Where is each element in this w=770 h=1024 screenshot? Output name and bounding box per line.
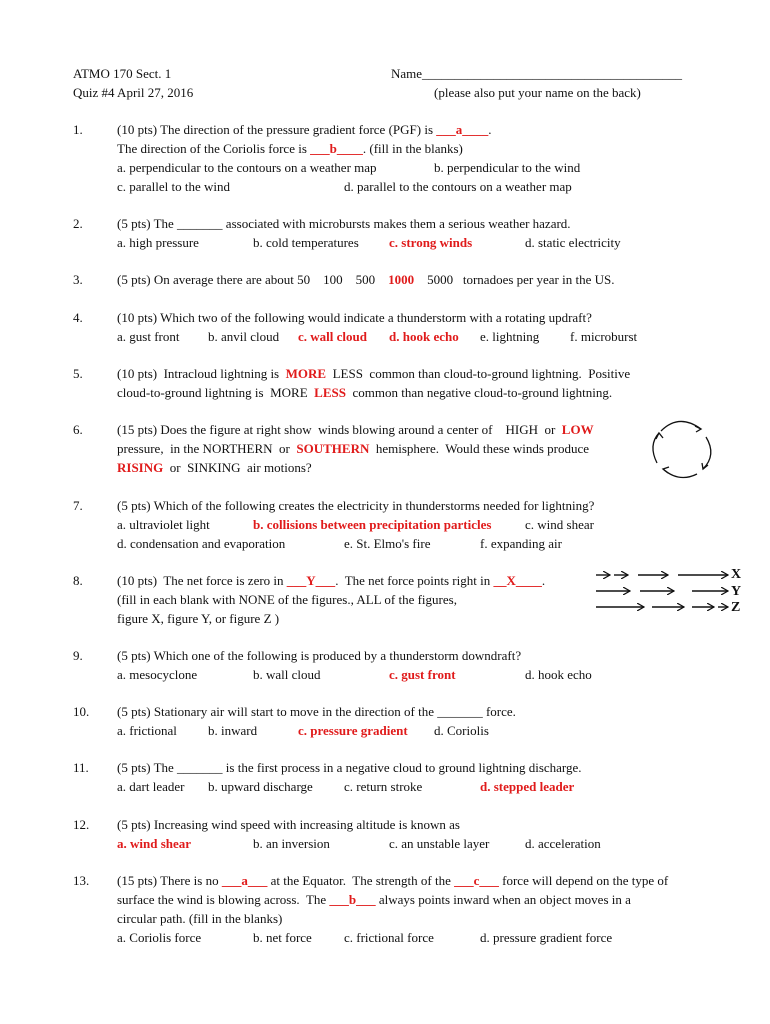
q3-text-a: (5 pts) On average there are about 50 100 500: [117, 272, 389, 287]
q5-line-1: [117, 366, 630, 382]
q7-option-b: b. collisions between precipitation particles: [253, 517, 492, 532]
circulation-figure: [651, 417, 713, 479]
q7-option-a: a. ultraviolet light: [117, 517, 210, 532]
q5-text-f: common than negative cloud-to-ground lightning.: [345, 385, 613, 400]
q11-option-c: c. return stroke: [344, 779, 423, 794]
q5-text-a: (10 pts) Intracloud lightning is: [117, 366, 286, 381]
q3-text: [117, 272, 614, 288]
q5-text-c: LESS common than cloud-to-ground lightning. Positive: [326, 366, 631, 381]
question-number-7: 7.: [73, 498, 83, 513]
q5-answer-1: MORE: [285, 366, 327, 381]
q1-text-c: .: [488, 122, 492, 137]
q1-option-b: b. perpendicular to the wind: [434, 160, 581, 175]
question-number-12: 12.: [73, 817, 90, 832]
q13-line-1: [117, 873, 668, 889]
q4-option-e: e. lightning: [480, 329, 540, 344]
figure-label-x: X: [731, 567, 742, 582]
q1-text-f: . (fill in the blanks): [362, 141, 463, 156]
q6-answer-3: RISING: [117, 460, 164, 475]
q11-option-a: a. dart leader: [117, 779, 185, 794]
q1-answer-1: ___a____: [436, 122, 489, 137]
q1-text-a: (10 pts) The direction of the pressure gradient force (PGF) is: [117, 122, 437, 137]
force-arrows-figure: [594, 567, 744, 615]
q2-option-c: c. strong winds: [389, 235, 473, 250]
arrowhead-top-icon: [695, 426, 701, 432]
name-field-label: Name________________________________________: [391, 66, 683, 81]
q13-option-c: c. frictional force: [344, 930, 434, 945]
q13-text-h: always points inward when an object moves in a: [375, 892, 631, 907]
q13-option-d: d. pressure gradient force: [480, 930, 613, 945]
q4-option-a: a. gust front: [117, 329, 180, 344]
question-number-9: 9.: [73, 648, 83, 663]
q12-option-c: c. an unstable layer: [389, 836, 490, 851]
q3-answer: 1000: [388, 272, 415, 287]
q11-option-b: b. upward discharge: [208, 779, 313, 794]
q6-line-2: [117, 441, 589, 457]
q7-option-d: d. condensation and evaporation: [117, 536, 286, 551]
q10-option-d: d. Coriolis: [434, 723, 489, 738]
circulation-arc-bottom: [663, 469, 697, 478]
q1-answer-2: ___b____: [310, 141, 363, 156]
question-number-4: 4.: [73, 310, 83, 325]
question-number-3: 3.: [73, 272, 83, 287]
q1-text-d: The direction of the Coriolis force is: [117, 141, 311, 156]
q13-answer-3: ___b___: [329, 892, 376, 907]
q1-option-d: d. parallel to the contours on a weather map: [344, 179, 572, 194]
q8-line-1: [117, 573, 545, 589]
question-number-10: 10.: [73, 704, 90, 719]
q6-text-a: (15 pts) Does the figure at right show winds blowing around a center of HIGH or: [117, 422, 562, 437]
q1-line-2: [117, 141, 463, 157]
q13-option-b: b. net force: [253, 930, 312, 945]
q4-option-b: b. anvil cloud: [208, 329, 280, 344]
circulation-arc-left: [653, 433, 659, 463]
q6-answer-2: SOUTHERN: [296, 441, 370, 456]
q11-option-d: d. stepped leader: [480, 779, 575, 794]
question-number-11: 11.: [73, 760, 89, 775]
q2-option-d: d. static electricity: [525, 235, 621, 250]
q13-option-a: a. Coriolis force: [117, 930, 202, 945]
circulation-arc-right: [703, 437, 711, 469]
q11-text: (5 pts) The _______ is the first process in a negative cloud to ground lightning discharge.: [117, 760, 582, 775]
q13-text-f: surface the wind is blowing across. The: [117, 892, 330, 907]
q13-line-3: circular path. (fill in the blanks): [117, 911, 283, 926]
q10-text: (5 pts) Stationary air will start to move in the direction of the _______ force.: [117, 704, 516, 719]
q12-option-a: a. wind shear: [117, 836, 192, 851]
q9-text: (5 pts) Which one of the following is produced by a thunderstorm downdraft?: [117, 648, 522, 663]
q13-answer-1: ___a___: [221, 873, 268, 888]
q13-text-e: force will depend on the type of: [498, 873, 669, 888]
q2-option-a: a. high pressure: [117, 235, 199, 250]
q2-option-b: b. cold temperatures: [253, 235, 359, 250]
q13-text-a: (15 pts) There is no: [117, 873, 222, 888]
q7-text: (5 pts) Which of the following creates the electricity in thunderstorms needed for lightning?: [117, 498, 595, 513]
q6-line-1: [117, 422, 594, 438]
q3-text-c: 5000 tornadoes per year in the US.: [414, 272, 615, 287]
q7-option-e: e. St. Elmo's fire: [344, 536, 431, 551]
q12-option-d: d. acceleration: [525, 836, 601, 851]
q9-option-b: b. wall cloud: [253, 667, 321, 682]
q7-option-c: c. wind shear: [525, 517, 594, 532]
q8-text-c: . The net force points right in: [335, 573, 494, 588]
q7-option-f: f. expanding air: [480, 536, 562, 551]
q4-option-d: d. hook echo: [389, 329, 459, 344]
q5-answer-2: LESS: [314, 385, 346, 400]
q9-option-c: c. gust front: [389, 667, 456, 682]
course-title: ATMO 170 Sect. 1: [73, 66, 172, 81]
question-number-13: 13.: [73, 873, 90, 888]
q5-text-d: cloud-to-ground lightning is MORE: [117, 385, 315, 400]
q1-option-c: c. parallel to the wind: [117, 179, 230, 194]
q4-option-c: c. wall cloud: [298, 329, 367, 344]
q10-option-a: a. frictional: [117, 723, 177, 738]
q1-option-a: a. perpendicular to the contours on a weather map: [117, 160, 377, 175]
question-number-2: 2.: [73, 216, 83, 231]
name-note: (please also put your name on the back): [434, 85, 641, 100]
q1-line-1: [117, 122, 492, 138]
q9-option-a: a. mesocyclone: [117, 667, 198, 682]
q6-text-g: or SINKING air motions?: [163, 460, 312, 475]
question-number-1: 1.: [73, 122, 83, 137]
question-number-8: 8.: [73, 573, 83, 588]
q12-text: (5 pts) Increasing wind speed with increasing altitude is known as: [117, 817, 460, 832]
question-number-5: 5.: [73, 366, 83, 381]
q5-line-2: [117, 385, 612, 401]
q4-option-f: f. microburst: [570, 329, 638, 344]
figure-label-y: Y: [731, 584, 742, 599]
q8-text-e: .: [541, 573, 546, 588]
q8-line-3: figure X, figure Y, or figure Z ): [117, 611, 280, 626]
q6-line-3: [117, 460, 312, 476]
question-number-6: 6.: [73, 422, 83, 437]
q8-answer-2: __X____: [493, 573, 542, 588]
q8-text-a: (10 pts) The net force is zero in: [117, 573, 287, 588]
arrowhead-left-icon: [656, 433, 663, 439]
figure-label-z: Z: [731, 600, 741, 615]
q6-text-c: pressure, in the NORTHERN or: [117, 441, 297, 456]
q13-answer-2: ___c___: [454, 873, 499, 888]
quiz-title: Quiz #4 April 27, 2016: [73, 85, 194, 100]
q8-line-2: (fill in each blank with NONE of the figures., ALL of the figures,: [117, 592, 457, 607]
q9-option-d: d. hook echo: [525, 667, 592, 682]
q6-answer-1: LOW: [561, 422, 594, 437]
q13-line-2: [117, 892, 631, 908]
q13-text-c: at the Equator. The strength of the: [267, 873, 455, 888]
q8-answer-1: ___Y___: [286, 573, 336, 588]
q10-option-c: c. pressure gradient: [298, 723, 408, 738]
q6-text-e: hemisphere. Would these winds produce: [369, 441, 590, 456]
q10-option-b: b. inward: [208, 723, 258, 738]
q4-text: (10 pts) Which two of the following would indicate a thunderstorm with a rotating updraft?: [117, 310, 592, 325]
q12-option-b: b. an inversion: [253, 836, 330, 851]
q2-text: (5 pts) The _______ associated with microbursts makes them a serious weather hazard.: [117, 216, 571, 231]
